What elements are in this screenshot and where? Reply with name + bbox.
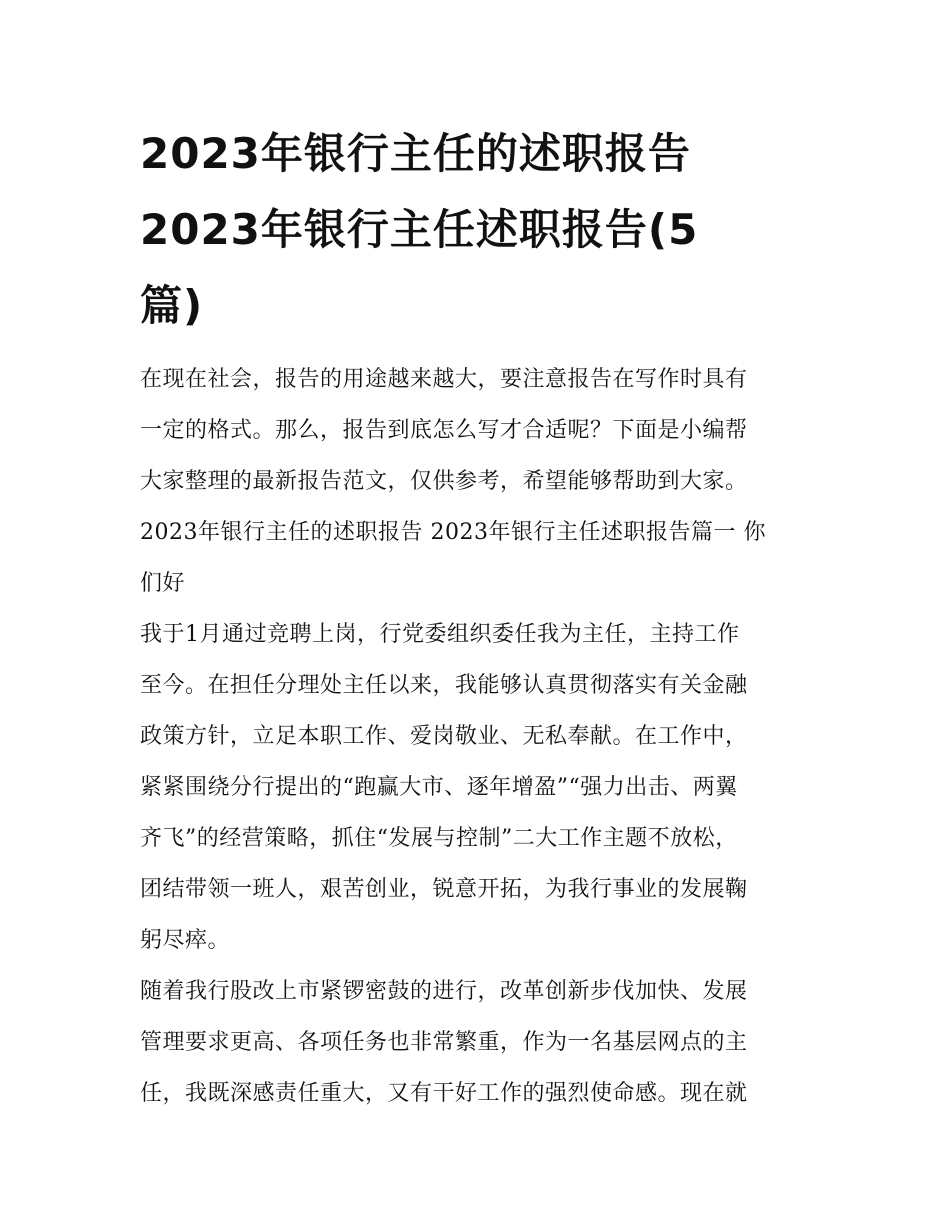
paragraph-line: 紧紧围绕分行提出的“跑赢大市、逐年增盈”“强力出击、两翼 [140,775,738,800]
paragraph-line: 一定的格式。那么，报告到底怎么写才合适呢？下面是小编帮 [140,418,748,443]
paragraph-line: 管理要求更高、各项任务也非常繁重，作为一名基层网点的主 [140,1030,748,1055]
document-title [140,116,820,344]
paragraph-line: 大家整理的最新报告范文，仅供参考，希望能够帮助到大家。 [140,469,748,494]
paragraph-line: 政策方针，立足本职工作、爱岗敬业、无私奉献。在工作中， [140,724,748,749]
paragraph-line: 在现在社会，报告的用途越来越大，要注意报告在写作时具有 [140,367,748,392]
paragraph-heading [140,507,820,609]
paragraph-line: 齐飞”的经营策略，抓住“发展与控制”二大工作主题不放松， [140,826,738,851]
paragraph-body-2 [140,966,820,1119]
paragraph-line: 2023年银行主任的述职报告 2023年银行主任述职报告篇一 你 [140,520,766,545]
paragraph-intro [140,354,820,507]
title-line-3: 篇) [140,281,204,330]
paragraph-line: 任，我既深感责任重大，又有干好工作的强烈使命感。现在就 [140,1081,748,1106]
paragraph-line: 躬尽瘁。 [140,928,231,953]
paragraph-line: 我于1月通过竞聘上岗，行党委组织委任我为主任，主持工作 [140,622,740,647]
paragraph-body-1 [140,609,820,966]
paragraph-line: 至今。在担任分理处主任以来，我能够认真贯彻落实有关金融 [140,673,748,698]
title-line-2: 2023年银行主任述职报告(5 [140,205,699,254]
paragraph-line: 随着我行股改上市紧锣密鼓的进行，改革创新步伐加快、发展 [140,979,748,1004]
paragraph-line: 们好 [140,571,186,596]
paragraph-line: 团结带领一班人，艰苦创业，锐意开拓，为我行事业的发展鞠 [140,877,748,902]
title-line-1: 2023年银行主任的述职报告 [140,129,691,178]
document-page [140,116,820,1119]
